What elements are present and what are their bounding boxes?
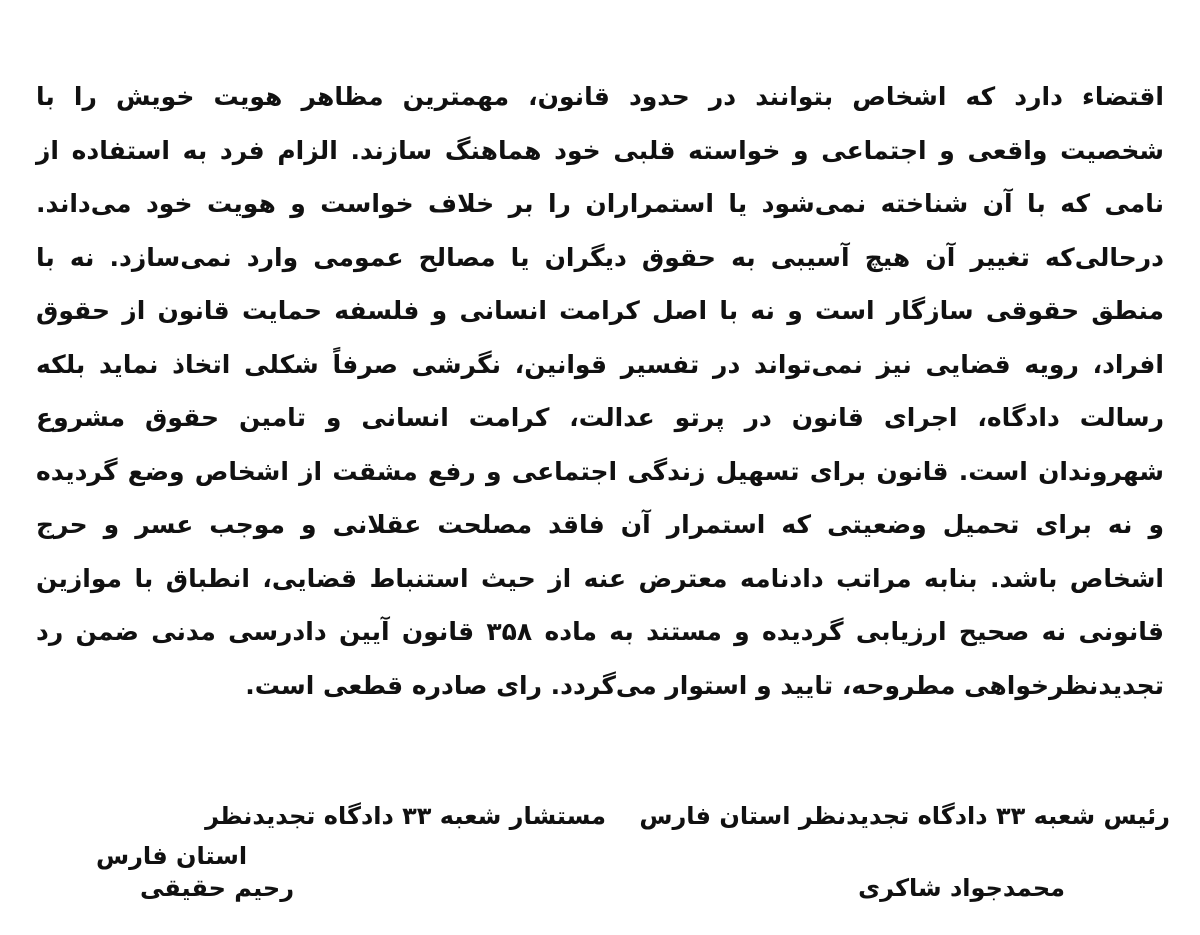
signer-name: رحیم حقیقی	[140, 874, 295, 902]
signer-title: رئیس شعبه ۳۳ دادگاه تجدیدنظر استان فارس	[639, 802, 1170, 830]
body-line: افراد، رویه قضایی نیز نمی‌تواند در تفسیر قوانین، نگرشی صرفاً شکلی اتخاذ نماید بلکه	[36, 349, 1164, 379]
body-line: اقتضاء دارد که اشخاص بتوانند در حدود قانون، مهمترین مظاهر هویت خویش را با	[36, 82, 1164, 111]
body-line: قانونی نه صحیح ارزیابی گردیده و مستند به ماده ۳۵۸ قانون آیین دادرسی مدنی ضمن رد	[36, 617, 1164, 646]
body-line: شخصیت واقعی و اجتماعی و خواسته قلبی خود هماهنگ سازند. الزام فرد به استفاده از	[36, 135, 1164, 165]
signer-title-continuation: استان فارس	[96, 842, 248, 870]
verdict-body	[36, 70, 1164, 712]
body-line: اشخاص باشد. بنابه مراتب دادنامه معترض عنه از حیث استنباط قضایی، انطباق با موازین	[36, 563, 1164, 593]
body-line: و نه برای تحمیل وضعیتی که استمرار آن فاقد مصلحت عقلانی و موجب عسر و حرج	[36, 510, 1164, 539]
body-line: تجدیدنظرخواهی مطروحه، تایید و استوار می‌گردد. رای صادره قطعی است.	[245, 670, 1164, 700]
body-line: درحالی‌که تغییر آن هیچ آسیبی به حقوق دیگران یا مصالح عمومی وارد نمی‌سازد. نه با	[36, 242, 1164, 272]
body-line: رسالت دادگاه، اجرای قانون در پرتو عدالت، کرامت انسانی و تامین حقوق مشروع	[36, 403, 1164, 432]
signature-block-chief-judge	[639, 796, 1170, 908]
signer-title: مستشار شعبه ۳۳ دادگاه تجدیدنظر	[205, 802, 606, 830]
body-line: نامی که با آن شناخته نمی‌شود یا استمراران را بر خلاف خواست و هویت خود می‌داند.	[36, 189, 1164, 218]
body-line: منطق حقوقی سازگار است و نه با اصل کرامت انسانی و فلسفه حمایت قانون از حقوق	[36, 296, 1164, 325]
signature-block-counselor	[96, 796, 606, 908]
signer-name: محمدجواد شاکری	[858, 874, 1065, 902]
body-line: شهروندان است. قانون برای تسهیل زندگی اجتماعی و رفع مشقت از اشخاص وضع گردیده	[36, 456, 1164, 486]
